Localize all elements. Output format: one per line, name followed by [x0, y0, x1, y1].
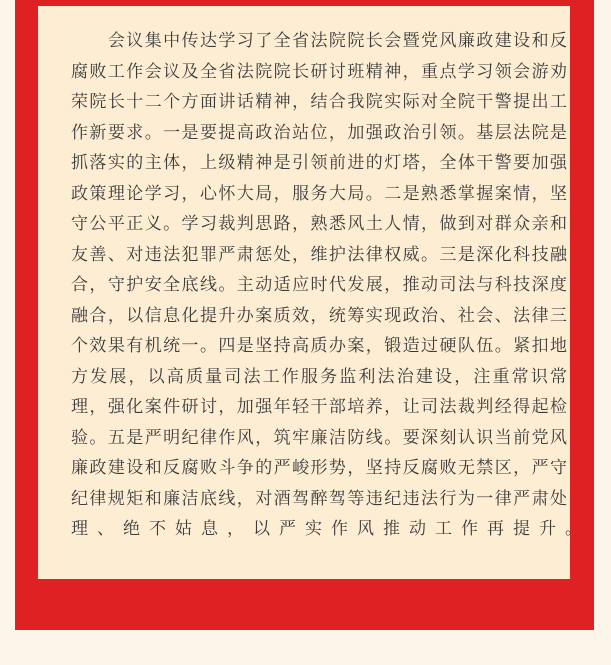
paragraph-line: 融合，以信息化提升办案质效，统筹实现政治、社会、法律三 [71, 305, 567, 326]
paragraph-line: 理、绝不姑息，以严实作风推动工作再提升。 [71, 519, 591, 539]
paragraph-line: 纪律规矩和廉洁底线，对酒驾醉驾等违纪违法行为一律严肃处 [71, 488, 567, 509]
paragraph-line: 会议集中传达学习了全省法院院长会暨党风廉政建设和反 [71, 31, 567, 51]
paragraph-line: 抓落实的主体，上级精神是引领前进的灯塔，全体干警要加强 [71, 153, 567, 173]
red-frame [15, 0, 594, 630]
paragraph-line: 作新要求。一是要提高政治站位，加强政治引领。基层法院是 [71, 122, 567, 143]
paragraph-line: 方发展，以高质量司法工作服务监利法治建设，注重常识常 [71, 366, 567, 387]
paragraph-line: 腐败工作会议及全省法院院长研讨班精神，重点学习领会游劝 [71, 61, 567, 82]
paragraph-line: 守公平正义。学习裁判思路，熟悉风土人情，做到对群众亲和 [71, 214, 567, 234]
paragraph-line: 廉政建设和反腐败斗争的严峻形势，坚持反腐败无禁区，严守 [71, 458, 567, 478]
paragraph-line: 个效果有机统一。四是坚持高质办案，锻造过硬队伍。紧扣地 [71, 336, 567, 356]
paragraph-line: 荣院长十二个方面讲话精神，结合我院实际对全院干警提出工 [71, 92, 567, 112]
paragraph-line: 理，强化案件研讨，加强年轻干部培养，让司法裁判经得起检 [71, 397, 567, 417]
paragraph-line: 验。五是严明纪律作风，筑牢廉洁防线。要深刻认识当前党风 [71, 427, 567, 448]
paragraph-line: 友善、对违法犯罪严肃惩处，维护法律权威。三是深化科技融 [71, 244, 567, 265]
article-card [38, 6, 591, 579]
paragraph-line: 合，守护安全底线。主动适应时代发展，推动司法与科技深度 [71, 275, 567, 295]
paragraph-line: 政策理论学习，心怀大局，服务大局。二是熟悉掌握案情，坚 [71, 183, 567, 204]
article-body [71, 26, 591, 545]
